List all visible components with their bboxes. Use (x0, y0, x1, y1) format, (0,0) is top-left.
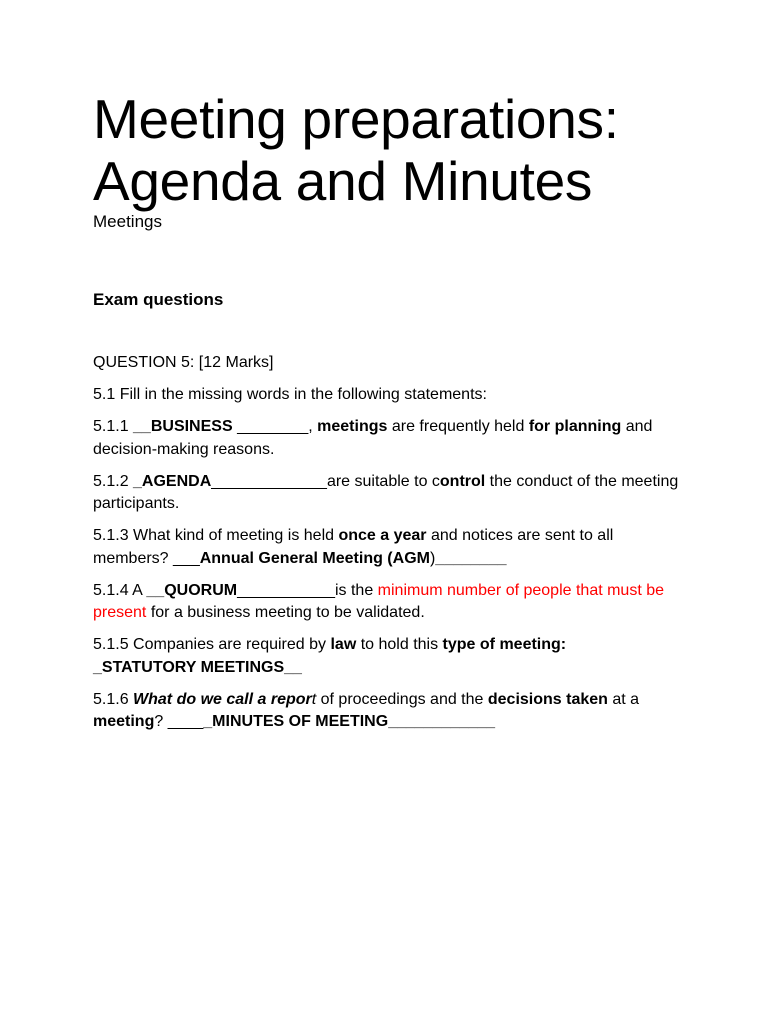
q4-answer: __QUORUM (146, 581, 238, 599)
q2-answer: _AGENDA (133, 472, 212, 490)
question-list (93, 352, 683, 743)
question-5-1-2 (93, 471, 683, 516)
q2-text-2: the conduct of the meeting participants. (93, 472, 679, 512)
q2-number: 5.1.2 (93, 472, 134, 490)
q4-red-text: minimum number of people that must be present (93, 581, 665, 621)
q6-italic: t (311, 690, 317, 708)
document-title (93, 88, 683, 212)
q3-text-2: and notices are sent to all members? ___ (93, 527, 614, 567)
title-line-2: Agenda and Minutes (93, 150, 593, 212)
q5-answer: _STATUTORY MEETINGS__ (93, 658, 302, 676)
q4-text-1: is the (334, 581, 378, 599)
q6-text-2: at a (607, 690, 640, 708)
q1-answer: __BUSINESS (133, 418, 233, 435)
section-heading: Exam questions (93, 290, 224, 309)
q2-blank: _____________ (211, 472, 327, 490)
q4-text-2: for a business meeting to be validated. (146, 604, 425, 621)
q6-bold-1: decisions taken (487, 690, 608, 708)
document-subtitle: Meetings (93, 212, 162, 231)
q5-bold-2: type of meeting: (442, 636, 567, 653)
question-5-1-1 (93, 416, 683, 461)
q1-text-1: are frequently held (387, 418, 529, 435)
q6-blank: ____________ (388, 713, 495, 730)
q6-bold-italic: What do we call a repor (133, 690, 312, 708)
q4-blank: ___________ (237, 581, 335, 599)
question-header: QUESTION 5: [12 Marks] (93, 354, 274, 371)
document-page (93, 88, 683, 730)
q6-answer: _MINUTES OF MEETING (203, 713, 389, 730)
q6-number: 5.1.6 (93, 690, 134, 708)
question-5-1-3 (93, 525, 683, 570)
q1-number: 5.1.1 (93, 418, 134, 435)
q5-text-2: to hold this (356, 636, 443, 653)
question-5-1-6 (93, 689, 683, 734)
q5-bold-1: law (330, 636, 357, 653)
q3-blank: ________ (435, 549, 507, 567)
q6-bold-2: meeting (93, 713, 155, 730)
q6-text-1: of proceedings and the (316, 690, 488, 708)
q3-answer: Annual General Meeting (AGM (199, 549, 430, 567)
title-line-1: Meeting preparations: (93, 88, 619, 150)
q1-blank: ________, (232, 418, 318, 435)
q6-text-3: ? ____ (154, 713, 204, 730)
q3-text-1: 5.1.3 What kind of meeting is held (93, 527, 339, 544)
q4-number: 5.1.4 A (93, 581, 147, 599)
question-intro: 5.1 Fill in the missing words in the following statements: (93, 386, 487, 403)
q2-text-1: are suitable to c (326, 472, 440, 490)
q3-text-3: ) (429, 549, 436, 567)
q5-text-1: 5.1.5 Companies are required by (93, 636, 331, 653)
question-5-1-4 (93, 580, 683, 625)
q3-bold-1: once a year (338, 527, 427, 544)
question-5-1-5 (93, 634, 683, 679)
q1-bold-2: for planning (528, 418, 622, 435)
q1-text-2: and decision-making reasons. (93, 418, 653, 458)
q2-bold-1: ontrol (439, 472, 486, 490)
q1-bold-1: meetings (317, 418, 388, 435)
